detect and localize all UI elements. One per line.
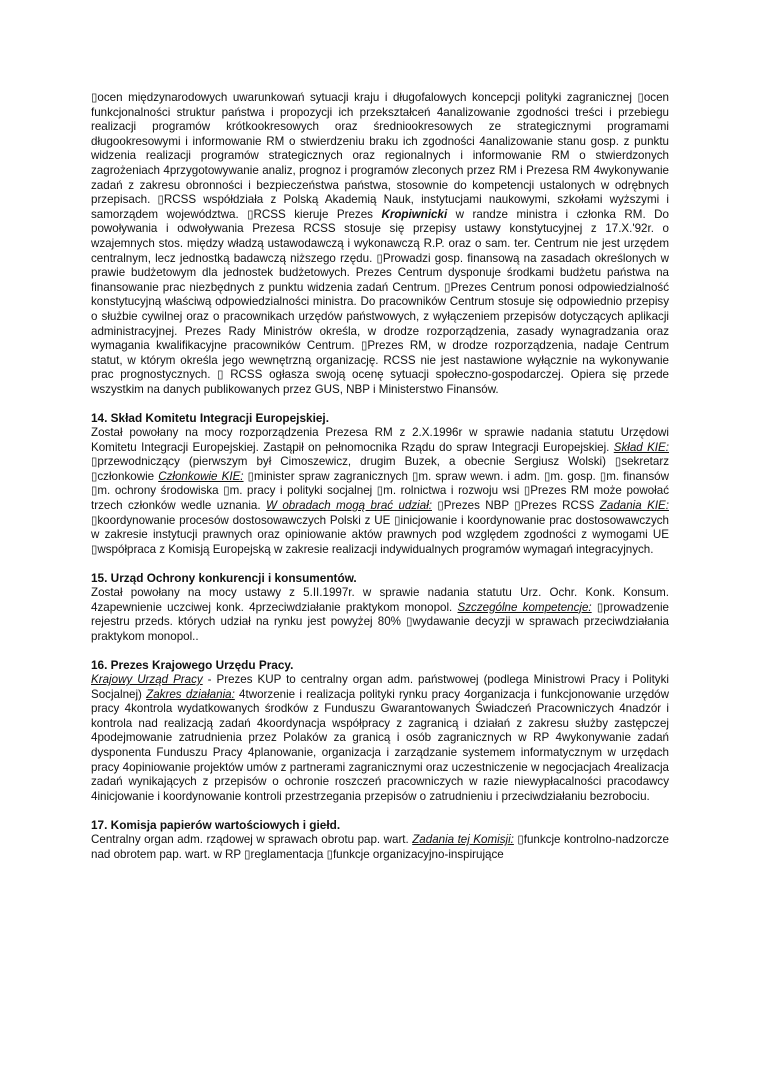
section-paragraph xyxy=(91,426,669,557)
section-paragraph xyxy=(91,673,669,804)
underlined-term: Skład KIE: xyxy=(613,440,669,454)
underlined-term: Zadania KIE: xyxy=(599,499,670,513)
section-heading: 15. Urząd Ochrony konkurencji i konsumentów. xyxy=(91,571,357,586)
intro-text-part: w randze ministra i członka RM. Do powoływania i odwoływania Prezesa RCSS stosuje się przepisy ustawy konstytucyjnej z 17.X.'92r. o wzajemnych stos. między władzą ustawodawczą i wykonawczą R.P. oraz o sam. ter. Centrum nie jest urzędem centralnym, lecz jednostką badawczą niższego rzędu. ▯Prowadzi gosp. finansową na zasadach określonych w prawie budżetowym dla jednostek budżetowych. Prezes Centrum dysponuje środkami budżetu państwa na finansowanie prac niezbędnych z punktu widzenia zadań Centrum. ▯Prezes Centrum ponosi odpowiedzialność konstytucyjną właściwą odpowiedzialności ministra. Do pracowników Centrum stosuje się odpowiednio przepisy o służbie cywilnej oraz o pracownikach urzędów państwowych, z wyłączeniem przepisów dotyczących aplikacji administracyjnej. Prezes Rady Ministrów określa, w drodze rozporządzenia, zasady wynagradzania oraz wymagania kwalifikacyjne pracowników Centrum. ▯Prezes RM, w drodze rozporządzenia, nadaje Centrum statut, w którym określa jego wewnętrzną organizację. RCSS nie jest nastawione wyłącznie na wykonywanie prac prognostycznych. ▯ RCSS ogłasza swoją ocenę sytuacji społeczno-gospodarczej. Opiera się przede wszystkim na danych publikowanych przez GUS, NBP i Ministerstwo Finansów. xyxy=(91,207,669,396)
underlined-term: Zadania tej Komisji: xyxy=(412,832,514,846)
text-part: ▯Prezes NBP ▯Prezes RCSS xyxy=(432,499,600,513)
text-part: 4tworzenie i realizacja polityki rynku pracy 4organizacja i funkcjonowanie urzędów pracy 4kontrola wydatkowanych środków z Funduszu Gwarantowanych Świadczeń Pracowniczych 4nadzór i kontrola nad realizacją zadań 4koordynacja współpracy z zagranicą i działań z zakresu służby zastępczej 4podejmowanie zatrudnienia przez Polaków za granicą i osób zagranicznych w RP 4wykonywanie zadań dysponenta Funduszu Pracy 4planowanie, organizacja i zarządzanie systemem informatycznym w urzędach pracy 4opiniowanie projektów umów z partnerami zagranicznymi oraz uczestniczenie w negocjacjach 4realizacja zadań wynikających z przepisów o ochronie roszczeń pracowniczych w razie niewypłacalności pracodawcy 4inicjowanie i koordynowanie kontroli przestrzegania przepisów o zatrudnieniu i przeciwdziałaniu bezrobociu. xyxy=(91,687,669,803)
section-14 xyxy=(91,411,669,557)
intro-section xyxy=(91,91,669,397)
intro-text-part: ▯ocen międzynarodowych uwarunkowań sytuacji kraju i długofalowych koncepcji polityki zagranicznej ▯ocen funkcjonalności struktur państwa i propozycji ich przekształceń 4analizowanie zgodności treści i przebiegu realizacji programów krótkookresowych oraz średniookresowych ze strategicznymi programami długookresowymi i informowanie RM o stwierdzeniu braku ich zgodności 4analizowanie stanu gosp. z punktu widzenia realizacji programów strategicznych oraz regionalnych i informowanie RM o stwierdzonych zagrożeniach 4przygotowywanie analiz, prognoz i programów zleconych przez RM i Prezesa RM 4wykonywanie zadań z zakresu obronności i bezpieczeństwa państwa, stosownie do kompetencji ustalonych w odrębnych przepisach. ▯RCSS współdziała z Polską Akademią Nauk, instytucjami naukowymi, szkołami wyższymi i samorządem województwa. ▯RCSS kieruje Prezes xyxy=(91,91,669,221)
section-heading: 14. Skład Komitetu Integracji Europejskiej. xyxy=(91,411,329,426)
underlined-term: Krajowy Urząd Pracy xyxy=(91,672,203,686)
intro-emphasis: Kropiwnicki xyxy=(381,207,448,221)
section-paragraph xyxy=(91,586,669,644)
document-page xyxy=(91,91,669,862)
text-part: Został powołany na mocy rozporządzenia Prezesa RM z 2.X.1996r w sprawie nadania statutu Urzędowi Komitetu Integracji Europejskiej. Zastąpił on pełnomocnika Rządu do spraw Integracji Europejskiej. xyxy=(91,426,669,454)
text-part: Został powołany na mocy ustawy z 5.II.1997r. w sprawie nadania statutu Urz. Ochr. Konk. Konsum. 4zapewnienie uczciwej konk. 4przeciwdziałanie praktykom monopol. xyxy=(91,586,669,614)
section-16 xyxy=(91,658,669,804)
section-heading: 17. Komisja papierów wartościowych i giełd. xyxy=(91,818,341,833)
text-part: ▯koordynowanie procesów dostosowawczych Polski z UE ▯inicjowanie i koordynowanie prac dostosowawczych w zakresie instytucji prawnych oraz opiniowanie aktów prawnych pod względem zgodności z wymogami UE ▯współpraca z Komisją Europejską w zakresie realizacji indywidualnych programów wymagań integracyjnych. xyxy=(91,513,669,556)
text-part: ▯prowadzenie rejestru przeds. których udział na rynku jest powyżej 80% ▯wydawanie decyzji w sprawach przeciwdziałania praktykom monopol.. xyxy=(91,600,670,643)
intro-paragraph xyxy=(91,91,669,397)
text-part: Centralny organ adm. rządowej w sprawach obrotu pap. wart. xyxy=(91,832,413,846)
underlined-term: Zakres działania: xyxy=(146,687,235,701)
underlined-term: W obradach mogą brać udział: xyxy=(266,499,432,513)
text-part: ▯minister spraw zagranicznych ▯m. spraw wewn. i adm. ▯m. gosp. ▯m. finansów ▯m. ochrony środowiska ▯m. pracy i polityki socjalnej ▯m. rolnictwa i rozwoju wsi ▯Prezes RM może powołać trzech członków wedle uznania. xyxy=(91,469,669,513)
section-heading: 16. Prezes Krajowego Urzędu Pracy. xyxy=(91,658,294,673)
underlined-term: Szczególne kompetencje: xyxy=(457,600,592,614)
text-part: ▯przewodniczący (pierwszym był Cimoszewicz, drugim Buzek, a obecnie Sergiusz Wolski) ▯sekretarz ▯członkowie xyxy=(91,455,669,483)
text-part: ▯funkcje kontrolno-nadzorcze nad obrotem pap. wart. w RP ▯reglamentacja ▯funkcje organizacyjno-inspirujące xyxy=(91,832,669,861)
section-17 xyxy=(91,818,669,862)
underlined-term: Członkowie KIE: xyxy=(158,469,244,483)
section-paragraph xyxy=(91,833,669,862)
text-part: - Prezes KUP to centralny organ adm. państwowej (podlega Ministrowi Pracy i Polityki Socjalnej) xyxy=(91,672,669,701)
section-15 xyxy=(91,571,669,644)
